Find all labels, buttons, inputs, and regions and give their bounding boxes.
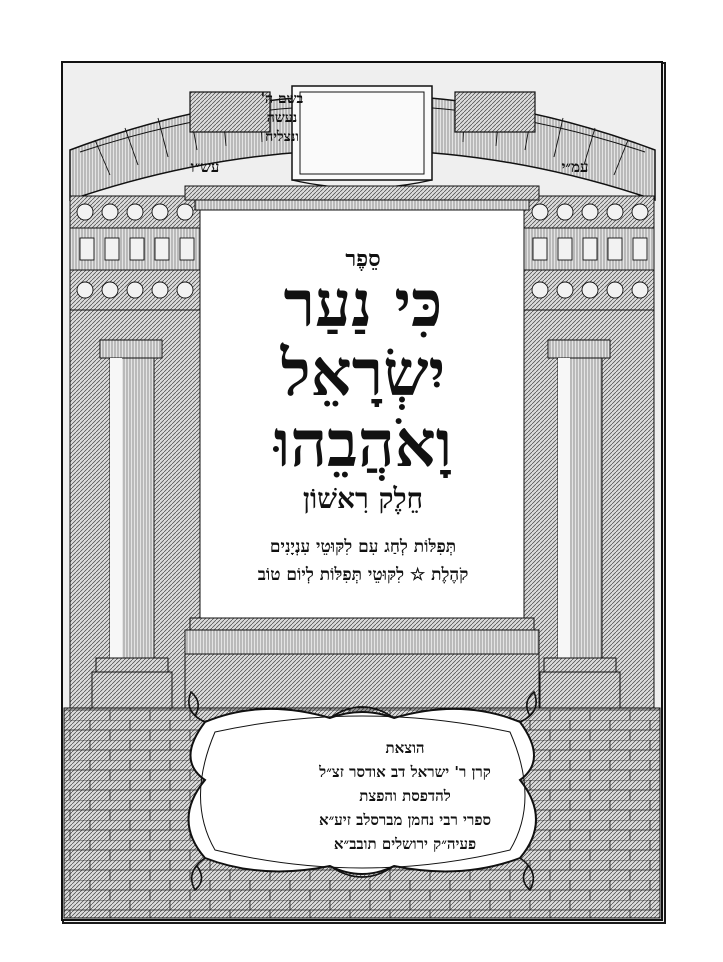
publisher-line-2: קרן ר' ישראל דב אודסר זצ״ל <box>319 763 491 781</box>
subtitle-2: קֹהֶלֶת ☆ לִקּוּטֵי תְּפִלּוֹת לְיוֹם טוֹב <box>257 565 469 585</box>
publisher-line-5: פעיה״ק ירושלים תובב״א <box>333 835 477 853</box>
crest-line-1: בשם ה' <box>260 91 304 107</box>
publisher-line-3: להדפסת והפצת <box>359 787 451 805</box>
publisher-line-4: ספרי רבי נחמן מברסלב זיע״א <box>318 811 492 829</box>
title-line-2: יִשְׂרָאֵל <box>280 336 446 411</box>
publisher-cartouche <box>260 736 550 856</box>
crest-line-2: נעשה <box>266 110 298 126</box>
publisher-line-1: הוצאת <box>385 739 425 757</box>
part-label: חֵלֶק רִאשׁוֹן <box>302 482 424 515</box>
arch-label-right: עמ״י <box>561 158 589 176</box>
book-label: סֵפֶר <box>345 246 381 272</box>
crest-book <box>232 90 332 147</box>
title-line-3: וָאֹהֲבֵהוּ <box>273 407 453 482</box>
subtitle-1: תְּפִלּוֹת לְחַג עִם לִקּוּטֵי עִנְיָנִים <box>269 537 457 557</box>
arch-label-left: עש״ו <box>190 158 220 176</box>
title-line-1: כִּי נַעַר <box>283 267 443 342</box>
crest-line-3: ונצליח <box>265 129 299 145</box>
